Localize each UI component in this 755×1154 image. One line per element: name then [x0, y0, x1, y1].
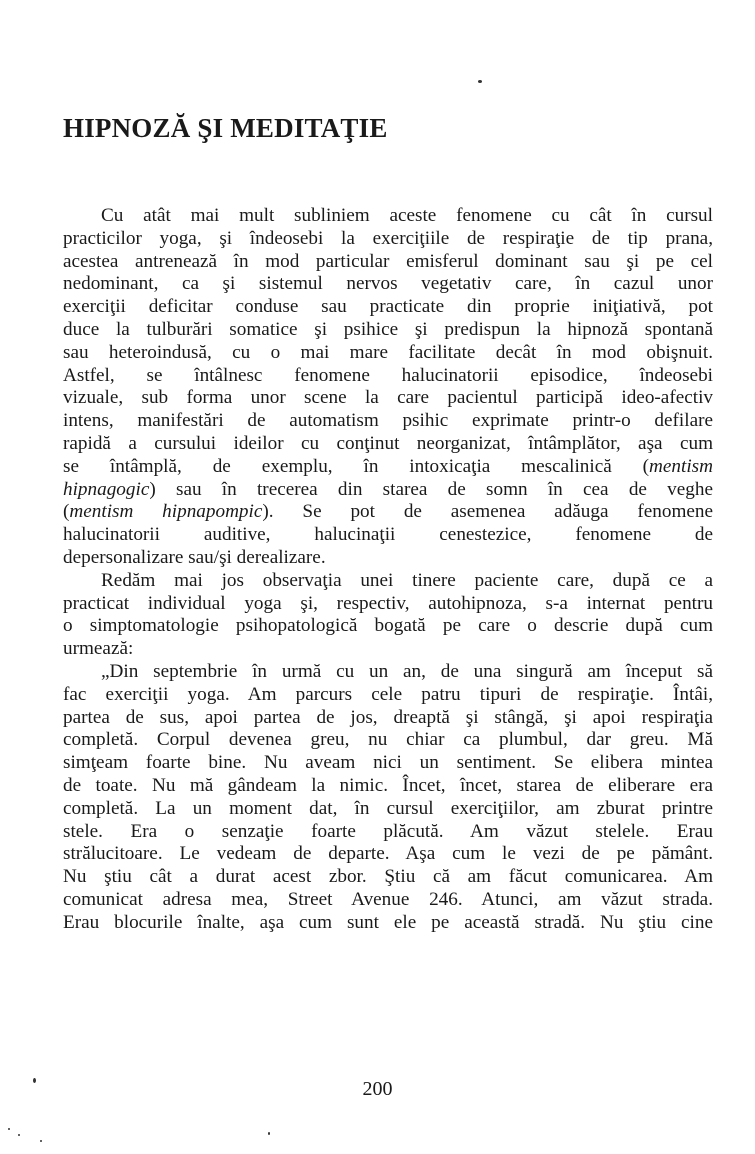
- text-segment: se întâmplă, de exemplu, în intoxicaţia mescalinică (: [63, 455, 650, 477]
- page-number: 200: [362, 1078, 393, 1100]
- text-line: fac exerciţii yoga. Am parcurs cele patru tipuri de respiraţie. Întâi,: [63, 683, 713, 705]
- text-segment: ). Se pot de asemenea adăuga fenomene: [262, 501, 713, 523]
- text-segment: ) sau în trecerea din starea de somn în cea de veghe: [149, 478, 713, 500]
- body-text: [63, 205, 713, 935]
- paragraph-3: [63, 661, 713, 935]
- text-line: o simptomatologie psihopatologică bogată pe care o descrie după cum: [63, 615, 713, 637]
- text-line: Cu atât mai mult subliniem aceste fenomene cu cât în cursul: [101, 205, 713, 226]
- text-line-mixed: [63, 479, 713, 502]
- text-line: halucinatorii auditive, halucinaţii cenestezice, fenomene de: [63, 524, 713, 546]
- text-line: Astfel, se întâlnesc fenomene halucinatorii episodice, îndeosebi: [63, 364, 713, 386]
- paragraph-2: [63, 570, 713, 661]
- text-line: Erau blocurile înalte, aşa cum sunt ele pe această stradă. Nu ştiu cine: [63, 911, 713, 933]
- text-line: practicat individual yoga şi, respectiv, autohipnoza, s-a internat pentru: [63, 592, 713, 614]
- italic-term: mentism hipnapompic: [69, 501, 263, 523]
- text-line: intens, manifestări de automatism psihic exprimate printr-o defilare: [63, 410, 713, 432]
- text-line: urmează:: [63, 638, 134, 660]
- text-line: Nu ştiu cât a durat acest zbor. Ştiu că am făcut comunicarea. Am: [63, 866, 713, 888]
- italic-term: hipnagogic: [63, 478, 150, 500]
- chapter-title: HIPNOZĂ ŞI MEDITAŢIE: [63, 113, 388, 143]
- text-line: exerciţii deficitar conduse sau practicate din proprie iniţiativă, pot: [63, 296, 713, 318]
- text-line: comunicat adresa mea, Street Avenue 246. Atunci, am văzut strada.: [63, 888, 713, 910]
- text-line: „Din septembrie în urmă cu un an, de una singură am început să: [101, 660, 713, 682]
- paragraph-1: [63, 205, 713, 570]
- scan-speck: [8, 1128, 10, 1130]
- text-line: depersonalizare sau/şi derealizare.: [63, 546, 326, 568]
- text-line: vizuale, sub forma unor scene la care pacientul participă ideo-afectiv: [63, 387, 713, 409]
- text-line: strălucitoare. Le vedeam de departe. Aşa cum le vezi de pe pământ.: [63, 843, 713, 865]
- text-line-mixed: [63, 501, 713, 524]
- text-segment: (: [63, 501, 70, 523]
- italic-term: mentism: [649, 455, 713, 477]
- text-line: completă. Corpul devenea greu, nu chiar ca plumbul, dar greu. Mă: [63, 729, 713, 751]
- text-line: acestea antrenează în mod particular emisferul dominant sau şi pe cel: [63, 250, 713, 272]
- text-line-mixed: [63, 456, 713, 479]
- scan-speck: [18, 1134, 20, 1136]
- scan-speck: [478, 80, 482, 83]
- text-line: duce la tulburări somatice şi psihice şi predispun la hipnoză spontană: [63, 318, 713, 340]
- scan-speck: [40, 1140, 42, 1142]
- text-line: stele. Era o senzaţie foarte plăcută. Am văzut stelele. Erau: [63, 820, 713, 842]
- text-line: nedominant, ca şi sistemul nervos vegetativ care, în cazul unor: [63, 273, 713, 295]
- text-line: rapidă a cursului ideilor cu conţinut neorganizat, întâmplător, aşa cum: [63, 432, 713, 454]
- text-line: practicilor yoga, şi îndeosebi la exerciţiile de respiraţie de tip prana,: [63, 227, 713, 249]
- text-line: sau heteroindusă, cu o mai mare facilitate decât în mod obişnuit.: [63, 341, 713, 363]
- text-line: partea de sus, apoi partea de jos, dreaptă şi stângă, şi apoi respiraţia: [63, 706, 713, 728]
- text-line: simţeam foarte bine. Nu aveam nici un sentiment. Se elibera mintea: [63, 752, 713, 774]
- text-line: de toate. Nu mă gândeam la nimic. Încet, încet, starea de eliberare era: [63, 774, 713, 796]
- scan-speck: [33, 1078, 36, 1083]
- text-line: completă. La un moment dat, în cursul exerciţiilor, am zburat printre: [63, 797, 713, 819]
- text-line: Redăm mai jos observaţia unei tinere paciente care, după ce a: [101, 569, 713, 591]
- scan-speck: [268, 1132, 270, 1135]
